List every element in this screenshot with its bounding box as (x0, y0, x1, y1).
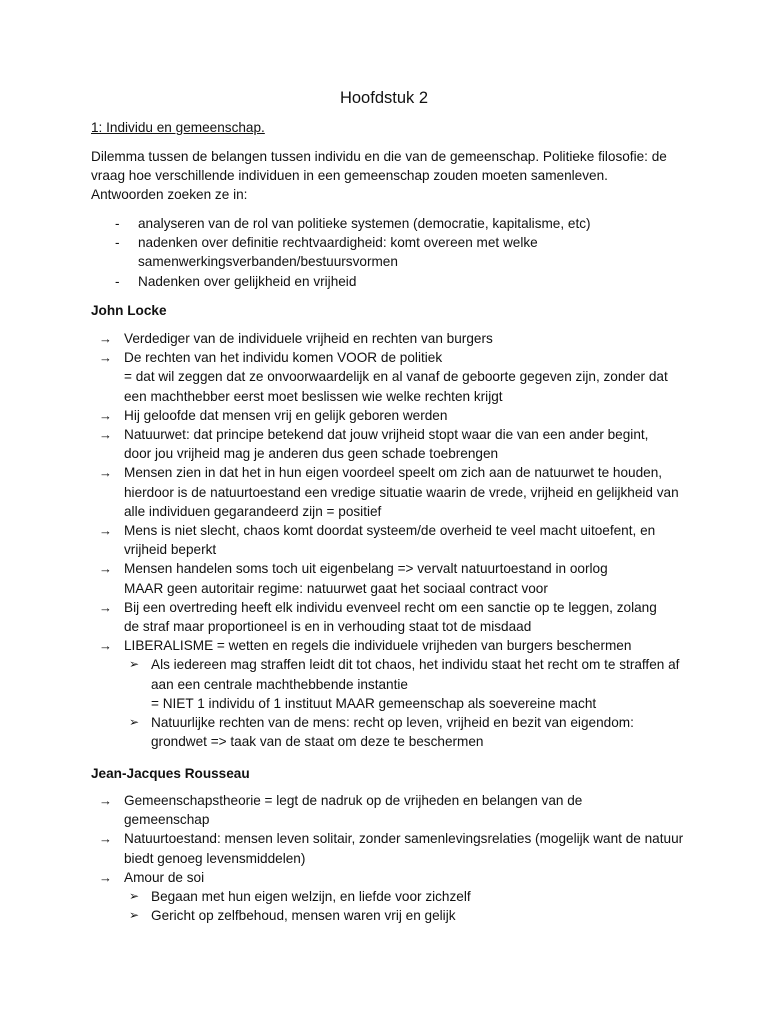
bullet-item: - Nadenken over gelijkheid en vrijheid (91, 272, 691, 291)
arrowhead-bullet-icon: ➢ (129, 715, 140, 730)
list-item: → Verdediger van de individuele vrijheid en rechten van burgers (91, 329, 691, 348)
arrow-icon: → (99, 350, 112, 366)
intro-paragraph: Dilemma tussen de belangen tussen individu en die van de gemeenschap. Politieke filosofie: de vraag hoe verschillende individuen in een gemeenschap zouden moeten samenleven. Antwoorden zoeken ze in: (91, 149, 667, 203)
arrowhead-bullet-icon: ➢ (129, 889, 140, 904)
list-item: → Natuurtoestand: mensen leven solitair, zonder samenlevingsrelaties (mogelijk want de natuur biedt genoeg levensmiddelen) (99, 831, 684, 866)
list-item: → Hij geloofde dat mensen vrij en gelijk geboren werden (91, 406, 691, 425)
rousseau-sub-list (91, 887, 691, 925)
bullet-item: - analyseren van de rol van politieke systemen (democratie, kapitalisme, etc) (91, 214, 691, 233)
arrow-icon: → (99, 793, 112, 808)
list-item: → Mensen zien in dat het in hun eigen voordeel speelt om zich aan de natuurwet te houden, hierdoor is de natuurtoestand een vredige situatie waarin de vrede, vrijheid en gelijkheid van alle individuen gegarandeerd zijn = positief (99, 465, 679, 519)
rousseau-heading: Jean-Jacques Rousseau (91, 766, 250, 781)
section-1-heading (91, 118, 691, 137)
arrow-icon: → (99, 638, 112, 654)
dash-marker-icon: - (115, 216, 120, 231)
locke-list (91, 329, 691, 751)
arrow-icon: → (99, 427, 112, 443)
list-item: → LIBERALISME = wetten en regels die individuele vrijheden van burgers beschermen ➢ Als iedereen mag straffen leidt dit tot chaos, het individu staat het recht om te straffen af aan een centrale machthebbende instantie = NIET 1 individu of 1 instituut MAAR gemeenschap als soevereine macht ➢ Natuurlijke rechten van de mens: recht op leven, vrijheid en bezit van eigendom: grondwet => taak van de staat om deze te beschermen (91, 636, 691, 751)
rousseau-list (91, 791, 691, 925)
arrow-icon: → (99, 523, 112, 539)
list-item: → Amour de soi ➢ Begaan met hun eigen welzijn, en liefde voor zichzelf ➢ Gericht op zelfbehoud, mensen waren vrij en gelijk (91, 868, 691, 926)
section-1-heading-text: 1: Individu en gemeenschap. (91, 120, 265, 135)
list-item: → Bij een overtreding heeft elk individu evenveel recht om een sanctie op te leggen, zolang de straf maar proportioneel is en in verhouding staat tot de misdaad (99, 599, 657, 635)
arrow-icon: → (99, 407, 112, 423)
arrow-icon: → (99, 561, 112, 577)
list-item: → Mens is niet slecht, chaos komt doordat systeem/de overheid te veel macht uitoefent, en vrijheid beperkt (99, 523, 656, 558)
list-item: → Natuurwet: dat principe betekend dat jouw vrijheid stopt waar die van een ander begint, door jou vrijheid mag je anderen dus geen schade toebrengen (99, 427, 649, 462)
list-item: → Mensen handelen soms toch uit eigenbelang => vervalt natuurtoestand in oorlog MAAR geen autoritair regime: natuurwet gaat het sociaal contract voor (99, 561, 608, 596)
arrow-icon: → (99, 831, 112, 847)
dash-marker-icon: - (115, 235, 120, 251)
page-title: Hoofdstuk 2 (339, 89, 429, 107)
sub-list-item: ➢ Begaan met hun eigen welzijn, en liefde voor zichzelf (91, 887, 691, 906)
bullet-item: - nadenken over definitie rechtvaardigheid: komt overeen met welke samenwerkingsverbanden/bestuursvormen (115, 235, 538, 270)
arrowhead-bullet-icon: ➢ (129, 657, 140, 672)
arrow-icon: → (99, 869, 112, 885)
sub-list-item-continuation: = NIET 1 individu of 1 instituut MAAR gemeenschap als soevereine macht (151, 695, 597, 711)
list-item-continuation: = dat wil zeggen dat ze onvoorwaardelijk en al vanaf de geboorte gegeven zijn, zonder dat een machthebber eerst moet beslissen wie welke rechten krijgt (124, 369, 668, 404)
arrow-icon: → (99, 331, 112, 346)
arrow-icon: → (99, 599, 112, 615)
arrowhead-bullet-icon: ➢ (129, 908, 140, 923)
dash-marker-icon: - (115, 273, 120, 289)
sub-list-item: ➢ Gericht op zelfbehoud, mensen waren vrij en gelijk (91, 906, 691, 925)
list-item: → Gemeenschapstheorie = legt de nadruk op de vrijheden en belangen van de gemeenschap (99, 793, 583, 828)
sub-list-item: ➢ Als iedereen mag straffen leidt dit tot chaos, het individu staat het recht om te straffen af aan een centrale machthebbende instantie = NIET 1 individu of 1 instituut MAAR gemeenschap als soevereine macht (91, 655, 691, 713)
list-item: → De rechten van het individu komen VOOR de politiek = dat wil zeggen dat ze onvoorwaardelijk en al vanaf de geboorte gegeven zijn, zonder dat een machthebber eerst moet beslissen wie welke rechten krijgt (91, 348, 691, 406)
locke-sub-list (91, 655, 691, 751)
section-1-intro (91, 147, 681, 205)
sub-list-item: ➢ Natuurlijke rechten van de mens: recht op leven, vrijheid en bezit van eigendom: grondwet => taak van de staat om deze te beschermen (129, 715, 634, 750)
locke-heading: John Locke (91, 303, 167, 318)
section-1-bullet-list (91, 214, 691, 291)
arrow-icon: → (99, 465, 112, 481)
